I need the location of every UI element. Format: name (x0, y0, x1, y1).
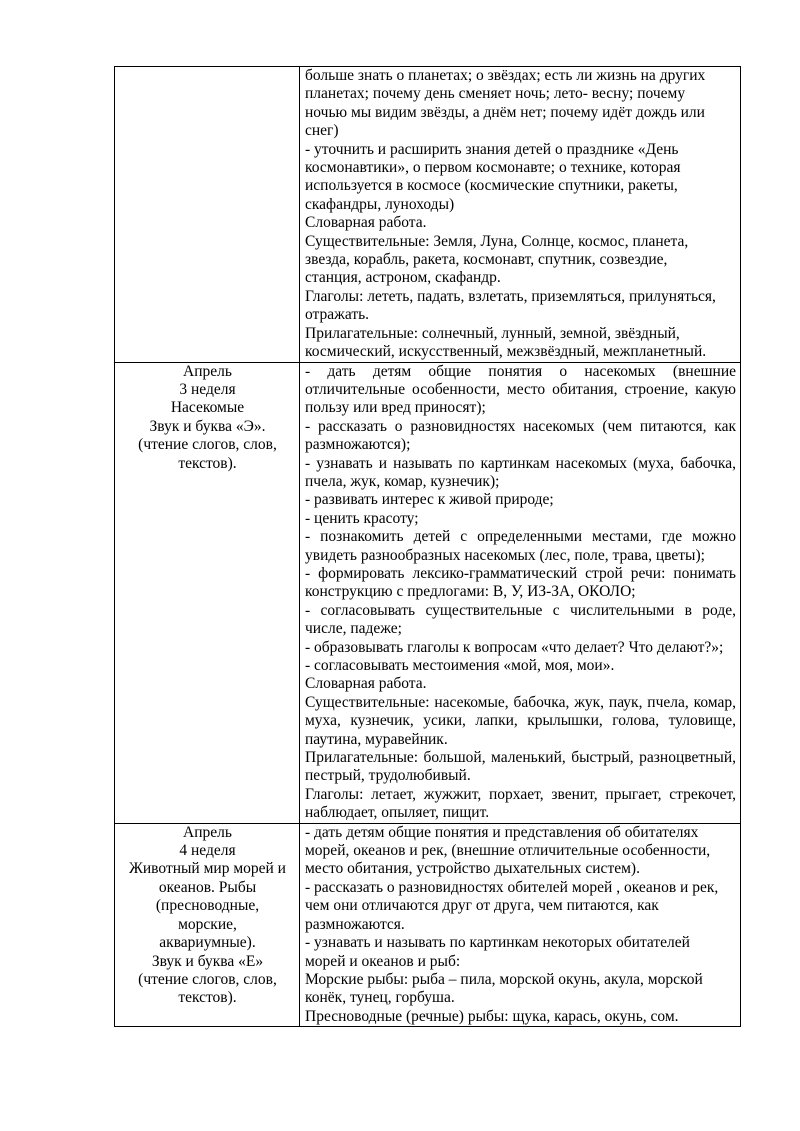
content-line: - узнавать и называть по картинкам некоторых обитателей (305, 934, 690, 952)
content-line: скафандры, луноходы) (305, 195, 455, 213)
content-line: место обитания, устройство дыхательных систем). (305, 860, 640, 878)
content-cell (300, 362, 741, 823)
content-line: больше знать о планетах; о звёздах; есть ли жизнь на других (305, 67, 706, 84)
topic-line: Насекомые (170, 399, 245, 417)
content-paragraph: - формировать лексико-грамматический строй речи: понимать конструкцию с предлогами: В, У, ИЗ-ЗА, ОКОЛО; (305, 564, 736, 601)
topic-line: морские, (178, 915, 237, 933)
content-line: отражать. (305, 306, 370, 324)
content-line: - дать детям общие понятия и представления об обитателях (305, 823, 699, 841)
lesson-plan-table (114, 66, 741, 1027)
content-paragraph: - рассказать о разновидностях насекомых (чем питаются, как размножаются); (305, 417, 736, 454)
content-line: космонавтики», о первом космонавте; о технике, которая (305, 159, 681, 177)
content-cell (300, 67, 741, 363)
topic-line: 4 неделя (179, 842, 236, 860)
content-paragraph: - согласовывать существительные с числительными в роде, числе, падеже; (305, 601, 736, 638)
topic-cell (115, 823, 300, 1026)
content-paragraph: Глаголы: летает, жужжит, порхает, звенит, прыгает, стрекочет, наблюдает, опыляет, пищит. (305, 785, 736, 822)
content-line: планетах; почему день сменяет ночь; лето- весну; почему (305, 85, 686, 103)
content-paragraph: - согласовывать местоимения «мой, моя, мои». (305, 657, 615, 674)
content-line: используется в космосе (космические спутники, ракеты, (305, 177, 678, 195)
content-line: снег) (305, 122, 339, 140)
content-line: звезда, корабль, ракета, космонавт, спутник, созвездие, (305, 251, 668, 269)
content-cell (300, 823, 741, 1026)
content-paragraph: - образовывать глаголы к вопросам «что делает? Что делают?»; (305, 638, 724, 656)
content-paragraph: - узнавать и называть по картинкам насекомых (муха, бабочка, пчела, жук, комар, кузнечик); (305, 454, 736, 490)
content-paragraph: Прилагательные: большой, маленький, быстрый, разноцветный, пестрый, трудолюбивый. (305, 749, 736, 785)
content-paragraph: Словарная работа. (305, 675, 427, 693)
content-line: Словарная работа. (305, 214, 427, 232)
topic-line: Апрель (183, 362, 232, 380)
content-paragraph: - ценить красоту; (305, 509, 419, 527)
content-line: чем они отличаются друг от друга, чем питаются, как (305, 897, 659, 915)
content-line: морей, океанов и рек, (внешние отличительные особенности, (305, 842, 711, 860)
content-line: конёк, тунец, горбуша. (305, 989, 455, 1007)
table-row (115, 362, 741, 823)
content-line: - рассказать о разновидностях обителей морей , океанов и рек, (305, 878, 719, 896)
content-line: - уточнить и расширить знания детей о празднике «День (305, 140, 679, 158)
content-line: Прилагательные: солнечный, лунный, земной, звёздный, (305, 324, 680, 342)
topic-line: (пресноводные, (155, 897, 260, 915)
topic-line: (чтение слогов, слов, (138, 436, 277, 454)
topic-line: Звук и буква «Е» (151, 952, 264, 970)
content-line: Морские рыбы: рыба – пила, морской окунь, акула, морской (305, 970, 703, 988)
topic-line: Звук и буква «Э». (149, 417, 266, 435)
topic-line: 3 неделя (179, 380, 236, 398)
table-row (115, 823, 741, 1026)
content-paragraph: - развивать интерес к живой природе; (305, 491, 554, 509)
topic-line: аквариумные). (159, 934, 256, 952)
topic-line: Животный мир морей и (129, 860, 286, 878)
topic-line: Апрель (183, 823, 232, 841)
topic-cell (115, 362, 300, 823)
content-paragraph: - дать детям общие понятия о насекомых (внешние отличительные особенности, место обитания, строение, какую пользу или вред приносят); (305, 362, 736, 417)
content-paragraph: - познакомить детей с определенными местами, где можно увидеть разнообразных насекомых (лес, поле, трава, цветы); (305, 528, 736, 564)
topic-cell (115, 67, 300, 363)
content-line: ночью мы видим звёзды, а днём нет; почему идёт дождь или (305, 103, 705, 121)
content-line: космический, искусственный, межзвёздный, межпланетный. (305, 343, 707, 361)
content-line: станция, астроном, скафандр. (305, 269, 501, 287)
table-row (115, 67, 741, 363)
topic-line: (чтение слогов, слов, (138, 970, 277, 988)
content-line: Существительные: Земля, Луна, Солнце, космос, планета, (305, 232, 689, 250)
content-paragraph: Существительные: насекомые, бабочка, жук, паук, пчела, комар, муха, кузнечик, усики, лапки, крылышки, голова, туловище, паутина, муравейник. (305, 693, 736, 748)
content-line: Пресноводные (речные) рыбы: щука, карась, окунь, сом. (305, 1007, 679, 1025)
topic-line: текстов). (178, 454, 237, 472)
topic-line: текстов). (178, 989, 237, 1007)
content-line: Глаголы: лететь, падать, взлетать, приземляться, прилуняться, (305, 287, 716, 305)
content-line: размножаются. (305, 915, 405, 933)
topic-line: океанов. Рыбы (158, 878, 257, 896)
content-line: морей и океанов и рыб: (305, 952, 461, 970)
